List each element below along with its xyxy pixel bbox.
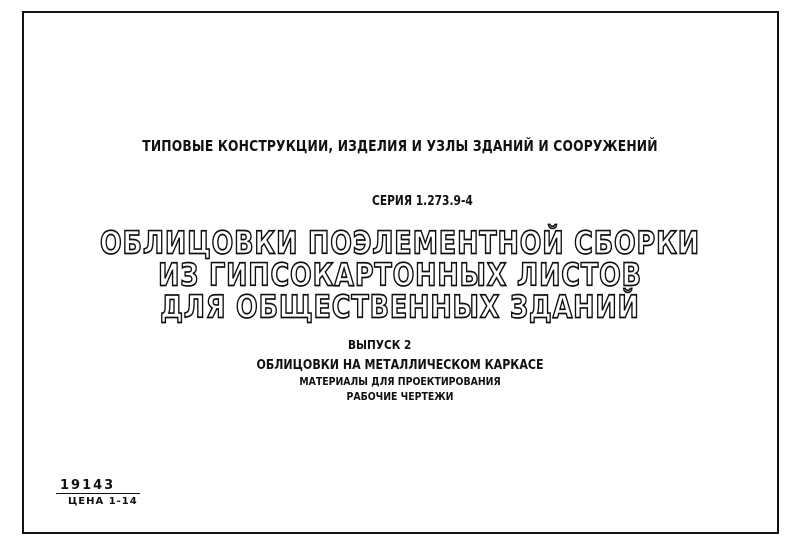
title-line-2: ИЗ ГИПСОКАРТОННЫХ ЛИСТОВ: [158, 257, 642, 294]
subtitle-line-2: МАТЕРИАЛЫ ДЛЯ ПРОЕКТИРОВАНИЯ: [299, 375, 501, 388]
issue-number: ВЫПУСК 2: [348, 338, 412, 352]
collection-heading: ТИПОВЫЕ КОНСТРУКЦИИ, ИЗДЕЛИЯ И УЗЛЫ ЗДАНИЙ И СООРУЖЕНИЙ: [142, 137, 658, 155]
series-number: СЕРИЯ 1.273.9-4: [372, 194, 473, 209]
title-line-1: ОБЛИЦОВКИ ПОЭЛЕМЕНТНОЙ СБОРКИ: [100, 225, 700, 262]
price-label: ЦЕНА 1-14: [68, 496, 138, 507]
subtitle-line-3: РАБОЧИЕ ЧЕРТЕЖИ: [346, 390, 454, 403]
subtitle-line-1: ОБЛИЦОВКИ НА МЕТАЛЛИЧЕСКОМ КАРКАСЕ: [256, 358, 544, 373]
inventory-number: 19143: [60, 478, 116, 493]
title-line-3: ДЛЯ ОБЩЕСТВЕННЫХ ЗДАНИЙ: [160, 289, 640, 326]
price-divider: [56, 493, 140, 494]
